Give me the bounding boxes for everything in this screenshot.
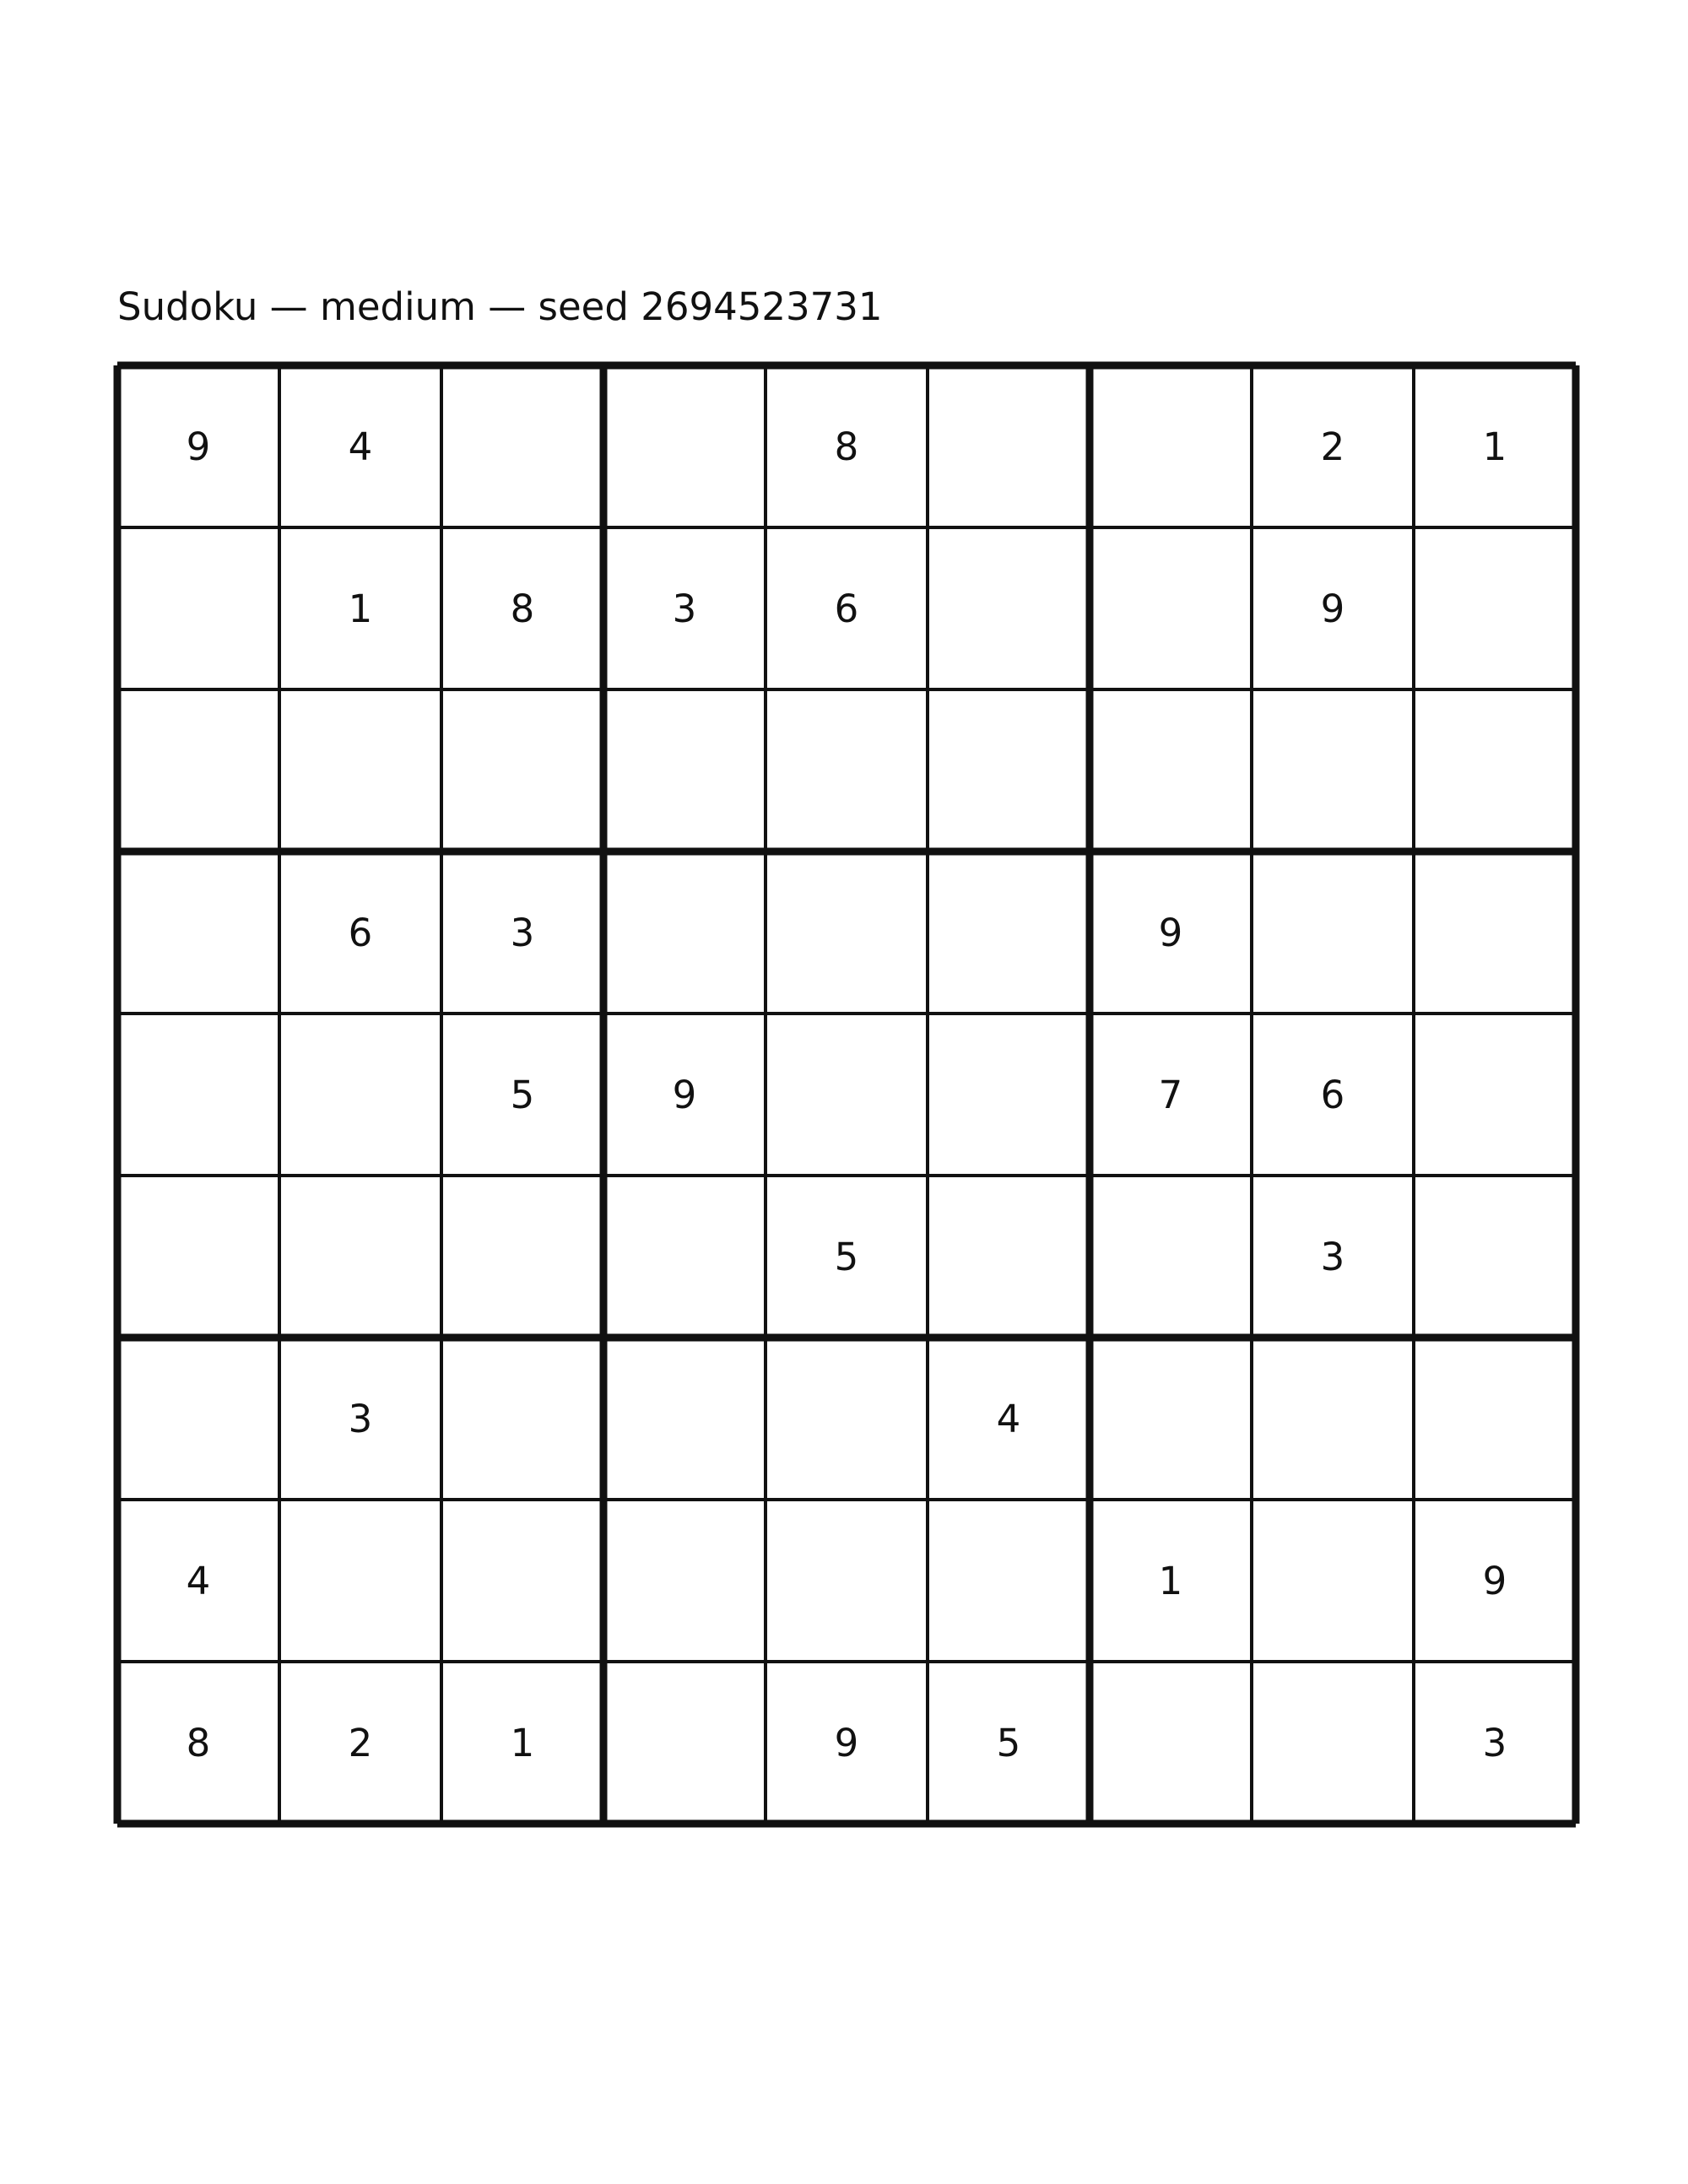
sudoku-cell-r1-c5[interactable]: 8 [834,424,859,469]
sudoku-board [117,365,1576,1824]
sudoku-cell-r8-c2[interactable] [279,1500,441,1662]
sudoku-cell-r4-c5[interactable] [766,851,928,1014]
sudoku-cell-r3-c6[interactable] [928,689,1090,851]
sudoku-cell-r7-c8[interactable] [1252,1338,1414,1500]
sudoku-cell-r5-c1[interactable] [117,1014,279,1176]
sudoku-cell-r2-c1[interactable] [117,527,279,689]
sudoku-cell-r6-c9[interactable] [1414,1176,1576,1338]
sudoku-cell-r5-c9[interactable] [1414,1014,1576,1176]
sudoku-cell-r2-c5[interactable]: 6 [834,586,859,631]
sudoku-cell-r6-c7[interactable] [1090,1176,1252,1338]
sudoku-cell-r6-c3[interactable] [441,1176,603,1338]
sudoku-cell-r4-c6[interactable] [928,851,1090,1014]
sudoku-cell-r3-c2[interactable] [279,689,441,851]
sudoku-cell-r9-c2[interactable]: 2 [348,1720,373,1765]
sudoku-cell-r9-c4[interactable] [603,1662,766,1824]
sudoku-cell-r9-c1[interactable]: 8 [186,1720,211,1765]
sudoku-cell-r3-c3[interactable] [441,689,603,851]
sudoku-cell-r9-c7[interactable] [1090,1662,1252,1824]
sudoku-cell-r7-c2[interactable]: 3 [348,1396,373,1441]
sudoku-cell-r8-c8[interactable] [1252,1500,1414,1662]
sudoku-cell-r4-c8[interactable] [1252,851,1414,1014]
sudoku-cell-r7-c7[interactable] [1090,1338,1252,1500]
sudoku-cell-r2-c7[interactable] [1090,527,1252,689]
sudoku-cell-r2-c4[interactable]: 3 [672,586,697,631]
sudoku-cell-r1-c6[interactable] [928,365,1090,527]
sudoku-cell-r1-c3[interactable] [441,365,603,527]
sudoku-cell-r7-c5[interactable] [766,1338,928,1500]
sudoku-cell-r8-c6[interactable] [928,1500,1090,1662]
sudoku-cell-r7-c6[interactable]: 4 [996,1396,1021,1441]
sudoku-cell-r3-c8[interactable] [1252,689,1414,851]
sudoku-cell-r9-c8[interactable] [1252,1662,1414,1824]
sudoku-cell-r5-c3[interactable]: 5 [510,1072,535,1117]
sudoku-cell-r1-c7[interactable] [1090,365,1252,527]
sudoku-cell-r6-c2[interactable] [279,1176,441,1338]
sudoku-cell-r5-c7[interactable]: 7 [1158,1072,1183,1117]
sudoku-cell-r8-c5[interactable] [766,1500,928,1662]
sudoku-cell-r1-c8[interactable]: 2 [1320,424,1345,469]
sudoku-cell-r2-c9[interactable] [1414,527,1576,689]
sudoku-cell-r1-c2[interactable]: 4 [348,424,373,469]
sudoku-cell-r7-c4[interactable] [603,1338,766,1500]
sudoku-cell-r6-c8[interactable]: 3 [1320,1234,1345,1279]
puzzle-title: Sudoku — medium — seed 2694523731 [117,284,883,329]
sudoku-cell-r1-c4[interactable] [603,365,766,527]
sudoku-cell-r3-c1[interactable] [117,689,279,851]
sudoku-cell-r5-c2[interactable] [279,1014,441,1176]
sudoku-cell-r4-c4[interactable] [603,851,766,1014]
sudoku-cell-r6-c6[interactable] [928,1176,1090,1338]
sudoku-cell-r6-c5[interactable]: 5 [834,1234,859,1279]
sudoku-cell-r8-c9[interactable]: 9 [1482,1558,1507,1603]
sudoku-cell-r7-c3[interactable] [441,1338,603,1500]
sudoku-cell-r5-c5[interactable] [766,1014,928,1176]
sudoku-cell-r8-c7[interactable]: 1 [1158,1558,1183,1603]
sudoku-cell-r2-c3[interactable]: 8 [510,586,535,631]
sudoku-cell-r8-c4[interactable] [603,1500,766,1662]
sudoku-cell-r4-c7[interactable]: 9 [1158,910,1183,955]
sudoku-cell-r9-c5[interactable]: 9 [834,1720,859,1765]
sudoku-cell-r2-c2[interactable]: 1 [348,586,373,631]
sudoku-cell-r4-c1[interactable] [117,851,279,1014]
sudoku-cell-r4-c9[interactable] [1414,851,1576,1014]
sudoku-cell-r2-c8[interactable]: 9 [1320,586,1345,631]
sudoku-cell-r3-c7[interactable] [1090,689,1252,851]
sudoku-cell-r7-c1[interactable] [117,1338,279,1500]
sudoku-cell-r4-c3[interactable]: 3 [510,910,535,955]
sudoku-cell-r3-c4[interactable] [603,689,766,851]
sudoku-cell-r4-c2[interactable]: 6 [348,910,373,955]
sudoku-cell-r3-c5[interactable] [766,689,928,851]
sudoku-cell-r6-c4[interactable] [603,1176,766,1338]
sudoku-cell-r5-c4[interactable]: 9 [672,1072,697,1117]
sudoku-cell-r8-c3[interactable] [441,1500,603,1662]
sudoku-cell-r5-c8[interactable]: 6 [1320,1072,1345,1117]
sudoku-cell-r7-c9[interactable] [1414,1338,1576,1500]
sudoku-cell-r1-c1[interactable]: 9 [186,424,211,469]
sudoku-cell-r9-c9[interactable]: 3 [1482,1720,1507,1765]
sudoku-cell-r3-c9[interactable] [1414,689,1576,851]
sudoku-cell-r8-c1[interactable]: 4 [186,1558,211,1603]
sudoku-cell-r1-c9[interactable]: 1 [1482,424,1507,469]
sudoku-cell-r9-c6[interactable]: 5 [996,1720,1021,1765]
sudoku-cell-r6-c1[interactable] [117,1176,279,1338]
sudoku-cell-r2-c6[interactable] [928,527,1090,689]
sudoku-cell-r9-c3[interactable]: 1 [510,1720,535,1765]
sudoku-cell-r5-c6[interactable] [928,1014,1090,1176]
